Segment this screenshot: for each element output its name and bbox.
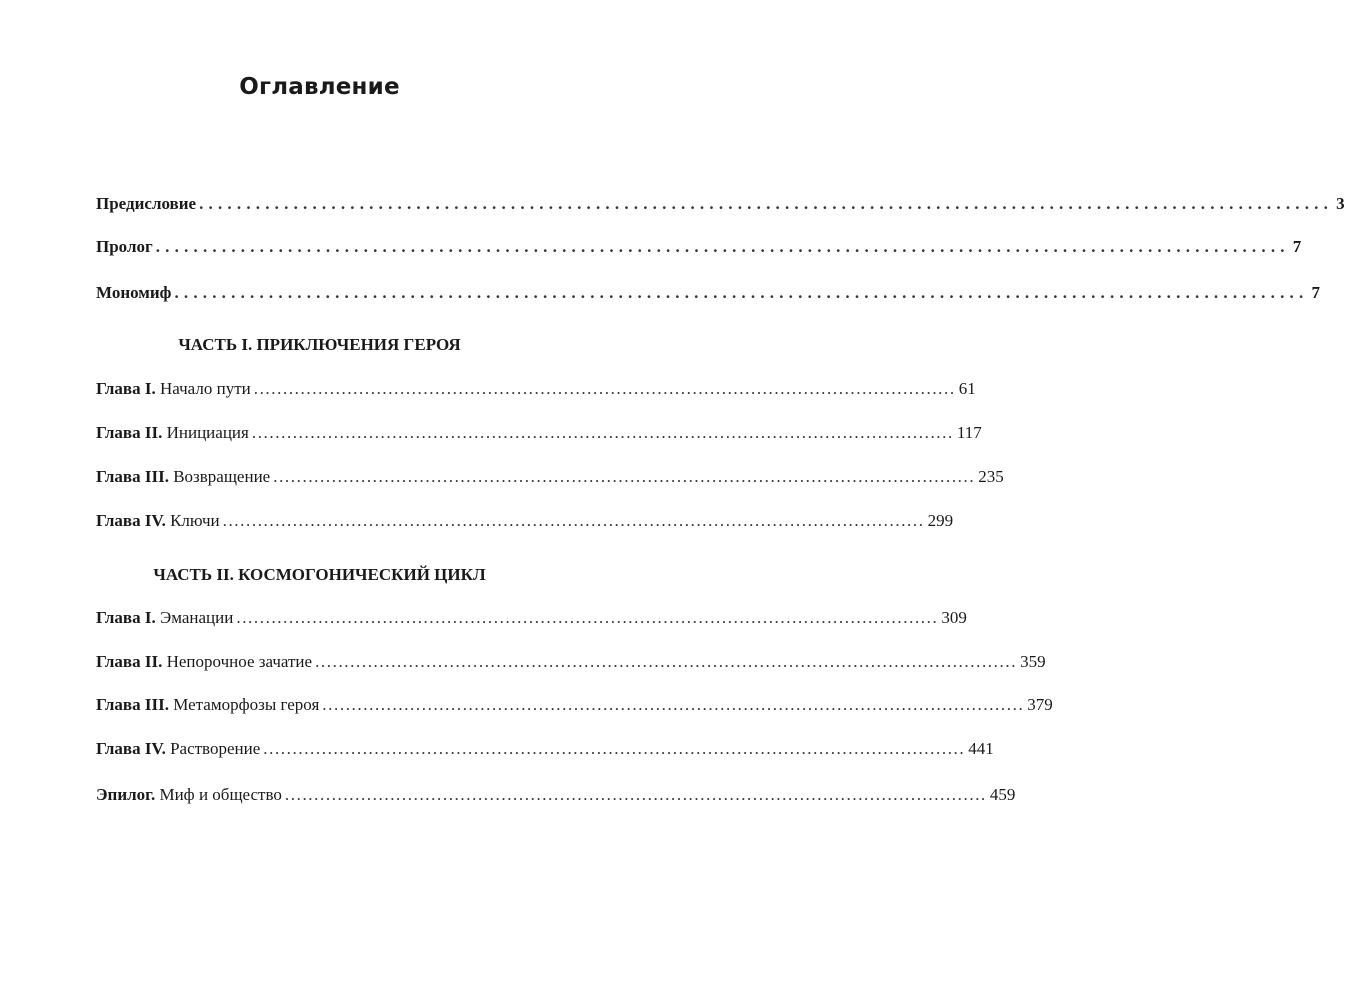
toc-entry [96, 422, 982, 444]
entry-page: 459 [989, 785, 1016, 804]
leader-dots: ........................................................................................................................ [315, 652, 1018, 671]
chapter-prefix: Глава II. [96, 423, 163, 442]
entry-title: Ключи [170, 511, 220, 530]
entry-title: Мономиф [96, 283, 172, 302]
chapter-prefix: Эпилог. [96, 785, 156, 804]
toc-entry [96, 466, 1004, 488]
entry-page: 117 [956, 423, 982, 442]
entry-page: 379 [1027, 695, 1053, 714]
entry-title: Миф и общество [159, 785, 282, 804]
entry-title: Предисловие [96, 194, 197, 213]
toc-entry-epilogue [96, 784, 1016, 806]
toc-entry-prologue [96, 236, 1302, 258]
leader-dots: ........................................................................................................................ [251, 423, 954, 442]
entry-page: 359 [1020, 652, 1046, 671]
leader-dots: ........................................................................................................................ [263, 739, 966, 758]
toc-entry [96, 738, 994, 760]
chapter-prefix: Глава I. [96, 608, 156, 627]
chapter-prefix: Глава II. [96, 652, 163, 671]
part-heading: ЧАСТЬ II. КОСМОГОНИЧЕСКИЙ ЦИКЛ [153, 565, 486, 584]
entry-title: Растворение [170, 739, 261, 758]
entry-title: Пролог [96, 237, 153, 256]
chapter-prefix: Глава III. [96, 695, 169, 714]
entry-page: 7 [1292, 237, 1302, 256]
leader-dots: ........................................................................................................................ [284, 785, 987, 804]
entry-title: Возвращение [173, 467, 271, 486]
entry-title: Начало пути [159, 379, 251, 398]
chapter-prefix: Глава III. [96, 467, 169, 486]
toc-heading: Оглавление [239, 74, 400, 100]
leader-dots: ........................................................................................................................ [253, 379, 956, 398]
leader-dots: ........................................................................................................................ [174, 283, 1309, 302]
entry-title: Непорочное зачатие [166, 652, 313, 671]
entry-title: Эманации [159, 608, 234, 627]
entry-title: Инициация [166, 423, 249, 442]
leader-dots: ........................................................................................................................ [222, 511, 925, 530]
entry-page: 235 [978, 467, 1004, 486]
leader-dots: ........................................................................................................................ [236, 608, 939, 627]
toc-entry [96, 694, 1053, 716]
part-heading: ЧАСТЬ I. ПРИКЛЮЧЕНИЯ ГЕРОЯ [178, 335, 461, 354]
chapter-prefix: Глава I. [96, 379, 156, 398]
entry-page: 7 [1311, 283, 1320, 302]
leader-dots: ........................................................................................................................ [199, 194, 1334, 213]
toc-entry [96, 510, 954, 532]
leader-dots: ........................................................................................................................ [322, 695, 1025, 714]
toc-entry-monomyth [96, 282, 1320, 304]
chapter-prefix: Глава IV. [96, 511, 166, 530]
entry-page: 309 [941, 608, 967, 627]
leader-dots: ........................................................................................................................ [273, 467, 976, 486]
toc-entry [96, 607, 967, 629]
leader-dots: ........................................................................................................................ [155, 237, 1290, 256]
entry-page: 3 [1336, 194, 1345, 213]
entry-page: 61 [958, 379, 976, 398]
toc-entry [96, 378, 976, 400]
toc-entry-preface [96, 193, 1345, 215]
entry-page: 299 [927, 511, 954, 530]
entry-page: 441 [968, 739, 994, 758]
chapter-prefix: Глава IV. [96, 739, 166, 758]
toc-entry [96, 651, 1046, 673]
entry-title: Метаморфозы героя [173, 695, 320, 714]
